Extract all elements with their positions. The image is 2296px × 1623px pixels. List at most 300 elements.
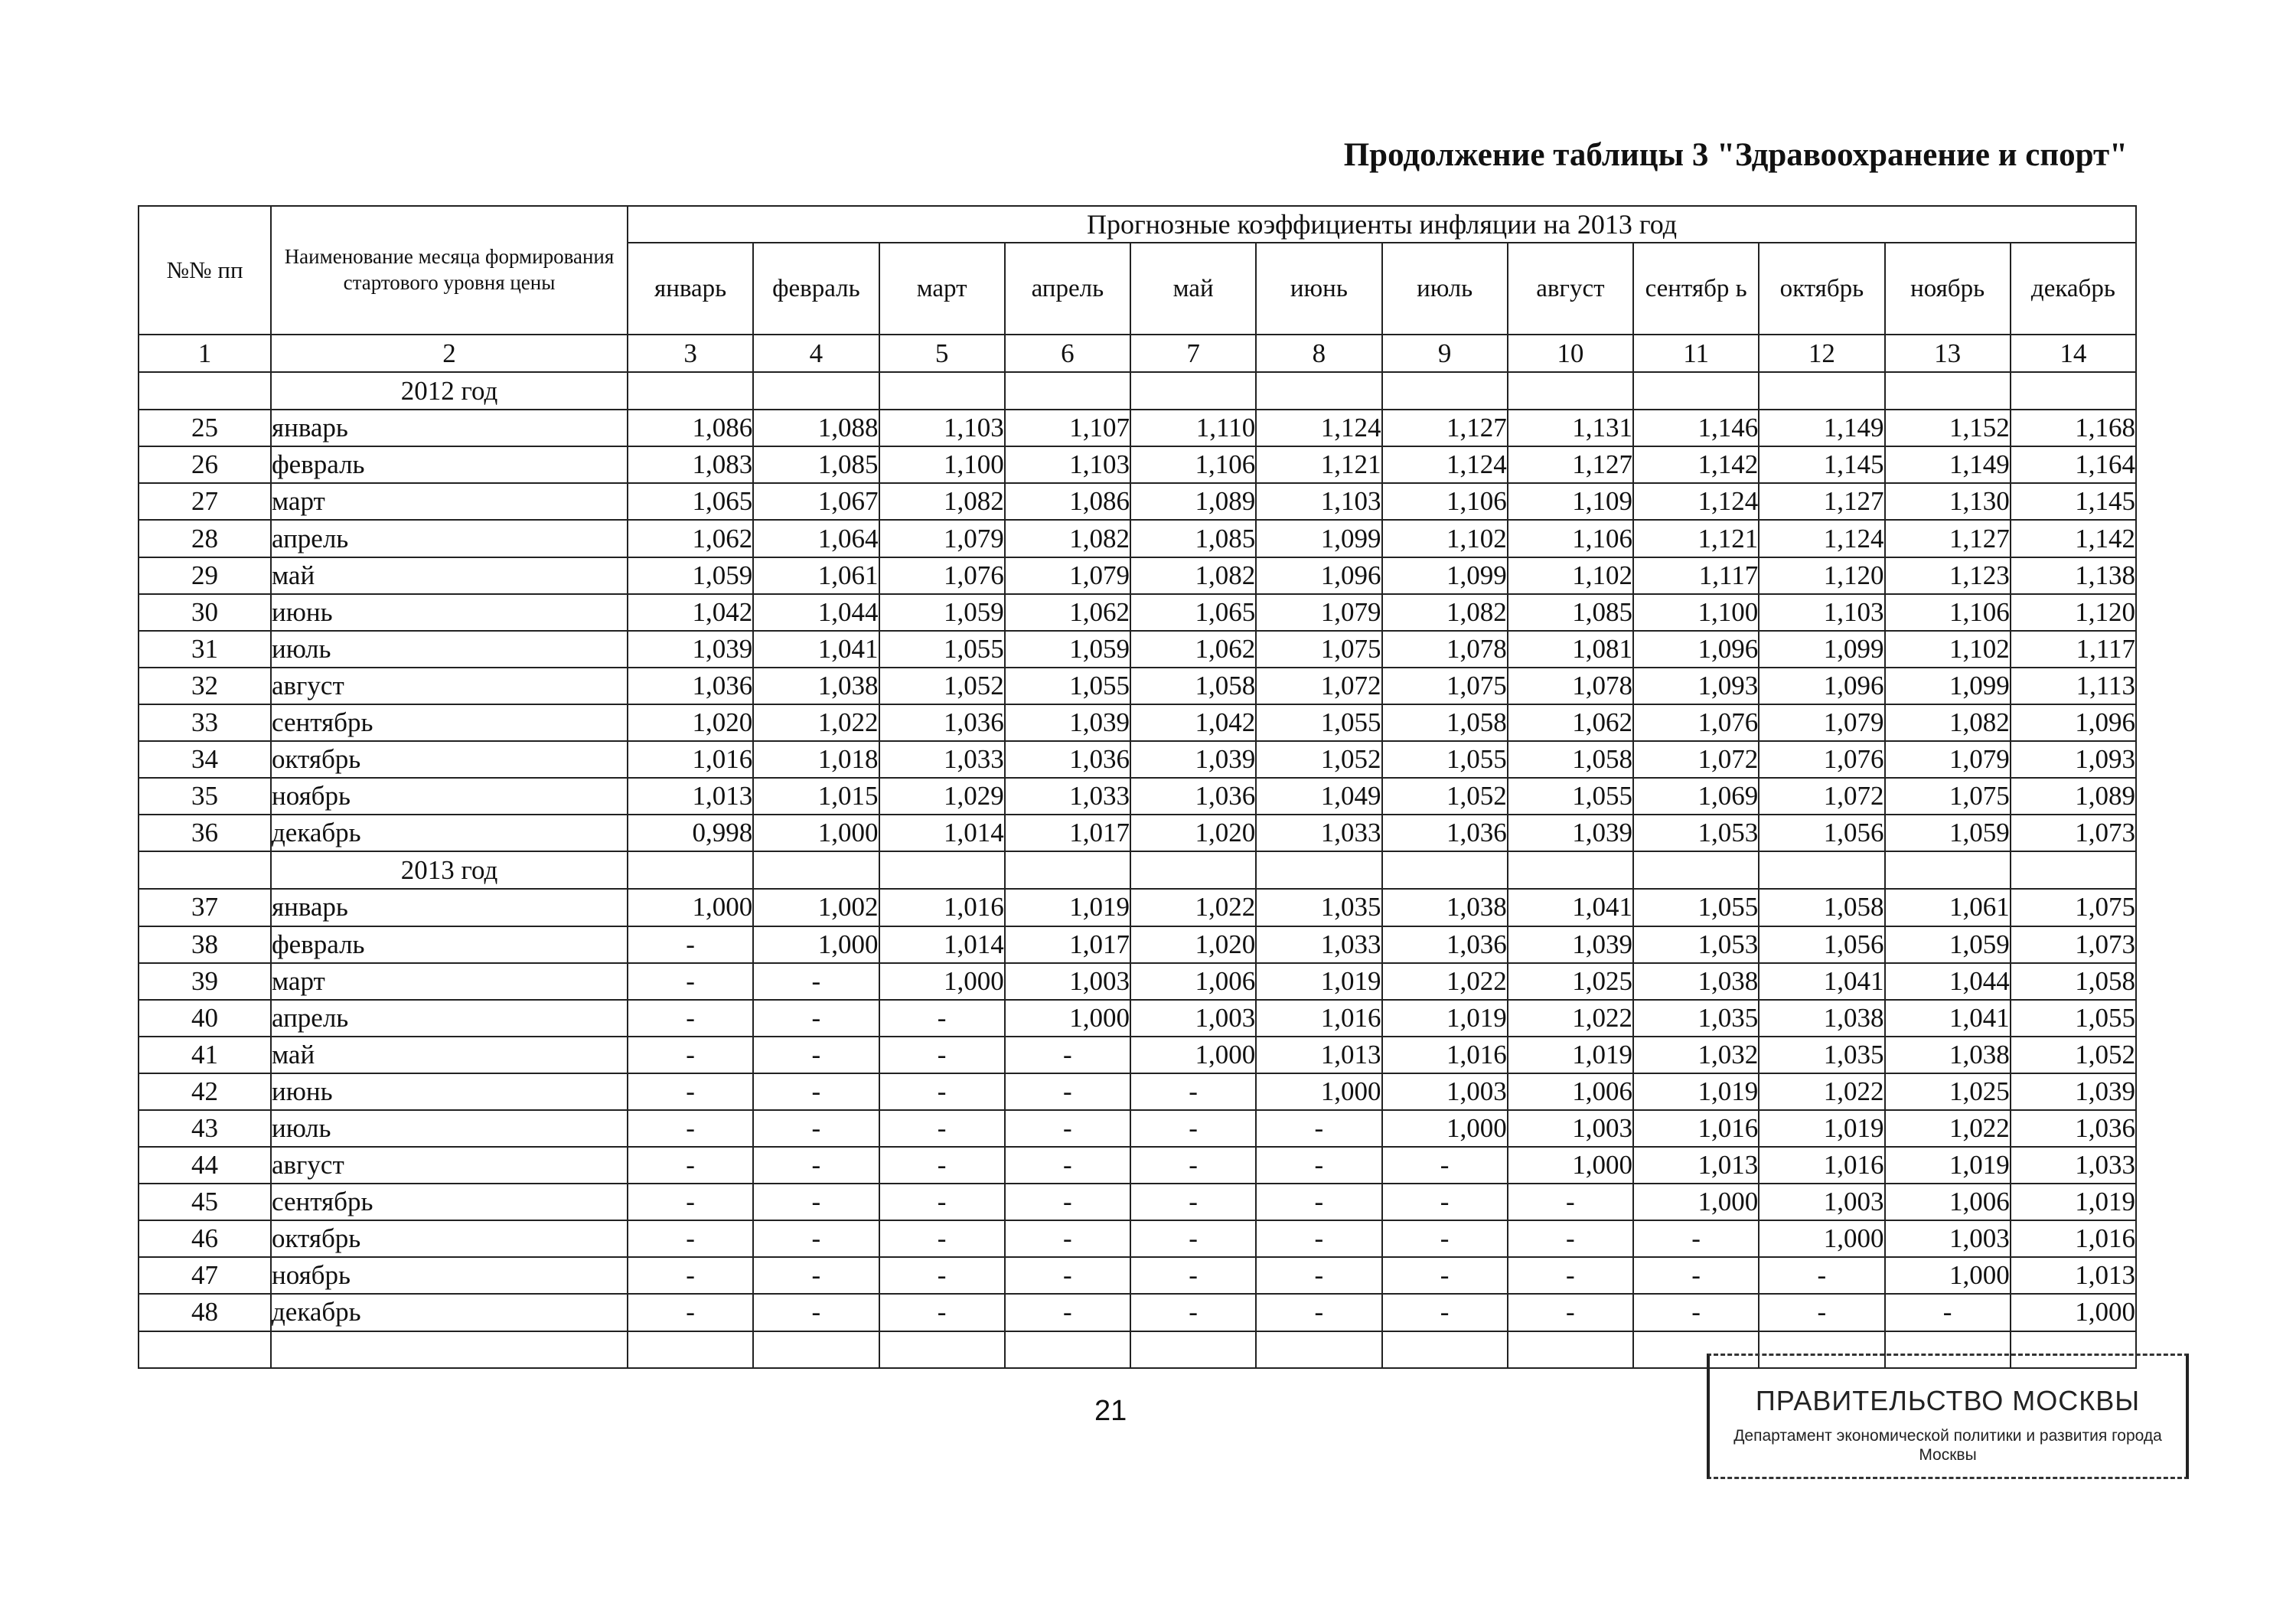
year-empty-cell <box>1130 851 1256 889</box>
coefficient-cell: 1,033 <box>1256 815 1381 851</box>
coefficient-cell: 1,055 <box>1633 889 1759 926</box>
coefficient-cell: 1,124 <box>1382 446 1508 483</box>
coefficient-cell: - <box>753 1184 879 1220</box>
year-section-row <box>139 372 2136 410</box>
row-number: 31 <box>139 631 271 668</box>
column-index-cell: 4 <box>753 335 879 372</box>
coefficient-cell: 1,127 <box>1382 410 1508 446</box>
year-label: 2012 год <box>271 372 628 410</box>
coefficient-cell: - <box>1005 1257 1130 1294</box>
coefficient-cell: 1,075 <box>1885 778 2011 815</box>
coefficient-cell: 1,085 <box>1130 520 1256 557</box>
year-empty-cell <box>1382 372 1508 410</box>
row-number: 27 <box>139 483 271 520</box>
row-number: 44 <box>139 1147 271 1184</box>
coefficient-cell: - <box>628 1294 753 1331</box>
coefficient-cell: 1,069 <box>1633 778 1759 815</box>
year-empty-cell <box>1256 372 1381 410</box>
coefficient-cell: 1,059 <box>1885 815 2011 851</box>
row-number: 35 <box>139 778 271 815</box>
coefficient-cell: 1,000 <box>1005 1000 1130 1037</box>
row-month-name: февраль <box>271 446 628 483</box>
coefficient-cell: 1,000 <box>1256 1073 1381 1110</box>
coefficient-cell: - <box>1005 1294 1130 1331</box>
coefficient-cell: 1,123 <box>1885 557 2011 594</box>
page-number: 21 <box>1094 1395 1127 1427</box>
coefficient-cell: 1,036 <box>2011 1110 2136 1147</box>
coefficient-cell: - <box>628 963 753 1000</box>
coefficient-cell: 1,055 <box>1256 704 1381 741</box>
coefficient-cell: 1,082 <box>879 483 1005 520</box>
coefficient-cell: 1,065 <box>1130 594 1256 631</box>
coefficient-cell: 1,096 <box>1256 557 1381 594</box>
year-empty-cell <box>1005 372 1130 410</box>
coefficient-cell: - <box>1130 1147 1256 1184</box>
coefficient-cell: - <box>1508 1257 1633 1294</box>
coefficient-cell: 1,006 <box>1130 963 1256 1000</box>
coefficient-cell: - <box>753 963 879 1000</box>
table-row <box>139 446 2136 483</box>
coefficient-cell: 1,053 <box>1633 926 1759 963</box>
table-row <box>139 741 2136 778</box>
table-row <box>139 1147 2136 1184</box>
coefficient-cell: 1,149 <box>1885 446 2011 483</box>
coefficient-cell: 1,019 <box>1382 1000 1508 1037</box>
coefficient-cell: 1,016 <box>2011 1220 2136 1257</box>
coefficient-cell: 1,100 <box>1633 594 1759 631</box>
coefficient-cell: 1,149 <box>1759 410 1884 446</box>
coefficient-cell: 1,039 <box>628 631 753 668</box>
coefficient-cell: 1,121 <box>1256 446 1381 483</box>
coefficient-cell: 1,003 <box>1508 1110 1633 1147</box>
coefficient-cell: 1,018 <box>753 741 879 778</box>
coefficient-cell: 1,079 <box>879 520 1005 557</box>
coefficient-cell: 1,022 <box>1508 1000 1633 1037</box>
table-row <box>139 963 2136 1000</box>
empty-cell <box>1005 1331 1130 1368</box>
coefficient-cell: 1,099 <box>1256 520 1381 557</box>
year-empty-cell <box>1382 851 1508 889</box>
coefficient-cell: 1,016 <box>1256 1000 1381 1037</box>
empty-cell <box>1130 1331 1256 1368</box>
header-month: январь <box>628 243 753 335</box>
coefficient-cell: 1,052 <box>1256 741 1381 778</box>
coefficient-cell: 1,032 <box>1633 1037 1759 1073</box>
row-number: 46 <box>139 1220 271 1257</box>
coefficient-cell: 1,055 <box>1005 668 1130 704</box>
coefficient-cell: 1,152 <box>1885 410 2011 446</box>
row-month-name: апрель <box>271 1000 628 1037</box>
coefficient-cell: 1,019 <box>1633 1073 1759 1110</box>
coefficient-cell: 1,145 <box>2011 483 2136 520</box>
table-row <box>139 668 2136 704</box>
row-month-name: март <box>271 963 628 1000</box>
row-number: 41 <box>139 1037 271 1073</box>
year-empty-cell <box>753 851 879 889</box>
coefficient-cell: 1,059 <box>1885 926 2011 963</box>
coefficient-cell: 1,106 <box>1885 594 2011 631</box>
table-row <box>139 1037 2136 1073</box>
coefficient-cell: 1,082 <box>1885 704 2011 741</box>
header-month: март <box>879 243 1005 335</box>
coefficient-cell: 1,099 <box>1885 668 2011 704</box>
header-month: октябрь <box>1759 243 1884 335</box>
coefficient-cell: 1,106 <box>1130 446 1256 483</box>
coefficient-cell: 1,039 <box>1130 741 1256 778</box>
coefficient-cell: 1,076 <box>1759 741 1884 778</box>
column-index-cell: 2 <box>271 335 628 372</box>
coefficient-cell: - <box>753 1037 879 1073</box>
coefficient-cell: - <box>1005 1184 1130 1220</box>
coefficient-cell: - <box>879 1073 1005 1110</box>
coefficient-cell: 1,058 <box>1382 704 1508 741</box>
year-empty-cell <box>1633 372 1759 410</box>
coefficient-cell: 1,103 <box>1256 483 1381 520</box>
stamp-organization: ПРАВИТЕЛЬСТВО МОСКВЫ <box>1755 1385 2141 1416</box>
coefficient-cell: - <box>753 1000 879 1037</box>
coefficient-cell: 1,019 <box>1508 1037 1633 1073</box>
column-index-cell: 5 <box>879 335 1005 372</box>
row-month-name: апрель <box>271 520 628 557</box>
column-index-cell: 11 <box>1633 335 1759 372</box>
row-number: 28 <box>139 520 271 557</box>
coefficient-cell: 1,067 <box>753 483 879 520</box>
coefficient-cell: - <box>1130 1220 1256 1257</box>
coefficient-cell: 1,102 <box>1382 520 1508 557</box>
coefficient-cell: 1,038 <box>753 668 879 704</box>
year-empty-cell <box>879 851 1005 889</box>
coefficient-cell: 1,000 <box>1130 1037 1256 1073</box>
year-empty-cell <box>1885 372 2011 410</box>
coefficient-cell: 1,124 <box>1256 410 1381 446</box>
coefficient-cell: 1,130 <box>1885 483 2011 520</box>
coefficient-cell: 1,022 <box>1885 1110 2011 1147</box>
coefficient-cell: - <box>628 1000 753 1037</box>
coefficient-cell: 1,099 <box>1382 557 1508 594</box>
coefficient-cell: 1,042 <box>1130 704 1256 741</box>
coefficient-cell: 1,017 <box>1005 926 1130 963</box>
coefficient-cell: 1,082 <box>1005 520 1130 557</box>
coefficient-cell: - <box>753 1110 879 1147</box>
row-month-name: сентябрь <box>271 1184 628 1220</box>
header-forecast-group: Прогнозные коэффициенты инфляции на 2013 год <box>628 206 2136 243</box>
coefficient-cell: - <box>1005 1220 1130 1257</box>
coefficient-cell: 1,003 <box>1885 1220 2011 1257</box>
coefficient-cell: 1,013 <box>2011 1257 2136 1294</box>
coefficient-cell: 1,055 <box>879 631 1005 668</box>
coefficient-cell: 1,145 <box>1759 446 1884 483</box>
table-row <box>139 594 2136 631</box>
coefficient-cell: - <box>628 1073 753 1110</box>
coefficient-cell: 1,003 <box>1005 963 1130 1000</box>
coefficient-cell: 1,039 <box>1508 815 1633 851</box>
coefficient-cell: 1,014 <box>879 926 1005 963</box>
coefficient-cell: 1,103 <box>1005 446 1130 483</box>
row-number: 32 <box>139 668 271 704</box>
coefficient-cell: 1,035 <box>1759 1037 1884 1073</box>
coefficient-cell: 1,033 <box>2011 1147 2136 1184</box>
row-number: 37 <box>139 889 271 926</box>
coefficient-cell: 1,093 <box>2011 741 2136 778</box>
coefficient-cell: 1,065 <box>628 483 753 520</box>
year-label: 2013 год <box>271 851 628 889</box>
row-number: 48 <box>139 1294 271 1331</box>
coefficient-cell: - <box>1759 1257 1884 1294</box>
coefficient-cell: - <box>1256 1110 1381 1147</box>
coefficient-cell: - <box>1382 1294 1508 1331</box>
coefficient-cell: - <box>1256 1257 1381 1294</box>
year-empty-cell <box>753 372 879 410</box>
coefficient-cell: 1,035 <box>1256 889 1381 926</box>
row-number: 29 <box>139 557 271 594</box>
table-row <box>139 631 2136 668</box>
table-body <box>139 335 2136 1368</box>
row-month-name: ноябрь <box>271 778 628 815</box>
column-index-cell: 14 <box>2011 335 2136 372</box>
coefficient-cell: 1,000 <box>1633 1184 1759 1220</box>
coefficient-cell: 1,073 <box>2011 926 2136 963</box>
coefficient-cell: 1,096 <box>2011 704 2136 741</box>
row-number: 47 <box>139 1257 271 1294</box>
coefficient-cell: 1,079 <box>1759 704 1884 741</box>
empty-cell <box>1256 1331 1381 1368</box>
coefficient-cell: 1,142 <box>2011 520 2136 557</box>
empty-cell <box>1382 1331 1508 1368</box>
year-empty-cell <box>1508 372 1633 410</box>
coefficient-cell: 1,076 <box>879 557 1005 594</box>
coefficient-cell: 1,107 <box>1005 410 1130 446</box>
coefficient-cell: 1,102 <box>1885 631 2011 668</box>
coefficient-cell: 1,078 <box>1508 668 1633 704</box>
column-index-cell: 6 <box>1005 335 1130 372</box>
coefficient-cell: - <box>1005 1147 1130 1184</box>
coefficient-cell: 1,079 <box>1005 557 1130 594</box>
year-empty-cell <box>1633 851 1759 889</box>
coefficient-cell: - <box>1382 1184 1508 1220</box>
coefficient-cell: 1,019 <box>1885 1147 2011 1184</box>
coefficient-cell: 1,093 <box>1633 668 1759 704</box>
coefficient-cell: 1,079 <box>1256 594 1381 631</box>
coefficient-cell: 1,035 <box>1633 1000 1759 1037</box>
coefficient-cell: 1,000 <box>1759 1220 1884 1257</box>
year-section-row <box>139 851 2136 889</box>
coefficient-cell: 1,082 <box>1130 557 1256 594</box>
coefficient-cell: 1,085 <box>1508 594 1633 631</box>
coefficient-cell: 1,033 <box>879 741 1005 778</box>
coefficient-cell: 1,000 <box>1508 1147 1633 1184</box>
coefficient-cell: - <box>1633 1294 1759 1331</box>
coefficient-cell: 1,016 <box>879 889 1005 926</box>
coefficient-cell: 1,006 <box>1508 1073 1633 1110</box>
coefficient-cell: - <box>879 1000 1005 1037</box>
coefficient-cell: - <box>628 1184 753 1220</box>
coefficient-cell: - <box>879 1147 1005 1184</box>
table-row <box>139 520 2136 557</box>
table-row <box>139 704 2136 741</box>
column-index-cell: 9 <box>1382 335 1508 372</box>
column-index-cell: 3 <box>628 335 753 372</box>
coefficient-cell: 1,036 <box>879 704 1005 741</box>
coefficient-cell: 1,025 <box>1885 1073 2011 1110</box>
column-index-cell: 1 <box>139 335 271 372</box>
coefficient-cell: - <box>1382 1257 1508 1294</box>
coefficient-cell: 1,088 <box>753 410 879 446</box>
row-month-name: январь <box>271 889 628 926</box>
coefficient-cell: 1,025 <box>1508 963 1633 1000</box>
coefficient-cell: 1,142 <box>1633 446 1759 483</box>
coefficient-cell: 1,052 <box>879 668 1005 704</box>
stamp-department: Департамент экономической политики и развития города Москвы <box>1733 1427 2162 1465</box>
coefficient-cell: 1,127 <box>1508 446 1633 483</box>
table-row <box>139 926 2136 963</box>
coefficient-cell: 1,055 <box>2011 1000 2136 1037</box>
coefficient-cell: 1,036 <box>1382 926 1508 963</box>
coefficient-cell: 1,044 <box>1885 963 2011 1000</box>
year-empty-cell <box>628 851 753 889</box>
coefficient-cell: 1,036 <box>628 668 753 704</box>
coefficient-cell: 1,086 <box>1005 483 1130 520</box>
coefficient-cell: 1,003 <box>1382 1073 1508 1110</box>
coefficient-cell: 1,102 <box>1508 557 1633 594</box>
coefficient-cell: 1,052 <box>2011 1037 2136 1073</box>
coefficient-cell: - <box>1130 1073 1256 1110</box>
row-month-name: сентябрь <box>271 704 628 741</box>
coefficient-cell: 1,079 <box>1885 741 2011 778</box>
coefficient-cell: 1,064 <box>753 520 879 557</box>
coefficient-cell: - <box>753 1257 879 1294</box>
coefficient-cell: 1,075 <box>1382 668 1508 704</box>
coefficient-cell: 1,038 <box>1885 1037 2011 1073</box>
row-month-name: март <box>271 483 628 520</box>
row-number: 26 <box>139 446 271 483</box>
row-month-name: декабрь <box>271 815 628 851</box>
coefficient-cell: - <box>1005 1110 1130 1147</box>
coefficient-cell: 1,120 <box>1759 557 1884 594</box>
coefficient-cell: 1,100 <box>879 446 1005 483</box>
header-month: май <box>1130 243 1256 335</box>
table-row <box>139 1294 2136 1331</box>
coefficient-cell: 1,036 <box>1005 741 1130 778</box>
coefficient-cell: 1,072 <box>1256 668 1381 704</box>
coefficient-cell: 1,020 <box>628 704 753 741</box>
table-row <box>139 1073 2136 1110</box>
empty-cell <box>753 1331 879 1368</box>
coefficient-cell: - <box>879 1110 1005 1147</box>
table-row <box>139 1184 2136 1220</box>
coefficient-cell: 1,036 <box>1382 815 1508 851</box>
row-month-name: октябрь <box>271 741 628 778</box>
coefficient-cell: 1,099 <box>1759 631 1884 668</box>
coefficient-cell: 1,033 <box>1256 926 1381 963</box>
coefficient-cell: 1,039 <box>1508 926 1633 963</box>
row-month-name: июль <box>271 631 628 668</box>
row-month-name: февраль <box>271 926 628 963</box>
coefficient-cell: 1,058 <box>2011 963 2136 1000</box>
coefficient-cell: 1,109 <box>1508 483 1633 520</box>
coefficient-cell: 1,082 <box>1382 594 1508 631</box>
year-empty-cell <box>2011 372 2136 410</box>
coefficient-cell: - <box>1759 1294 1884 1331</box>
coefficient-cell: 1,000 <box>879 963 1005 1000</box>
row-number: 39 <box>139 963 271 1000</box>
coefficient-cell: 1,062 <box>1005 594 1130 631</box>
row-number: 34 <box>139 741 271 778</box>
coefficient-cell: 1,168 <box>2011 410 2136 446</box>
coefficient-cell: - <box>1130 1294 1256 1331</box>
coefficient-cell: - <box>628 926 753 963</box>
coefficient-cell: - <box>1256 1294 1381 1331</box>
coefficient-cell: 1,029 <box>879 778 1005 815</box>
coefficient-cell: 1,019 <box>1005 889 1130 926</box>
coefficient-cell: 1,058 <box>1130 668 1256 704</box>
coefficient-cell: - <box>1256 1184 1381 1220</box>
table-row <box>139 1257 2136 1294</box>
row-month-name: август <box>271 668 628 704</box>
coefficient-cell: - <box>1633 1257 1759 1294</box>
coefficient-cell: 1,039 <box>2011 1073 2136 1110</box>
coefficient-cell: 1,041 <box>1759 963 1884 1000</box>
column-index-cell: 12 <box>1759 335 1884 372</box>
coefficient-cell: 1,081 <box>1508 631 1633 668</box>
header-month: август <box>1508 243 1633 335</box>
coefficient-cell: 1,073 <box>2011 815 2136 851</box>
column-index-cell: 8 <box>1256 335 1381 372</box>
header-month: ноябрь <box>1885 243 2011 335</box>
coefficient-cell: 1,014 <box>879 815 1005 851</box>
header-month: февраль <box>753 243 879 335</box>
coefficient-cell: 1,049 <box>1256 778 1381 815</box>
coefficient-cell: 1,000 <box>1382 1110 1508 1147</box>
coefficient-cell: 1,061 <box>753 557 879 594</box>
coefficient-cell: 1,056 <box>1759 815 1884 851</box>
empty-cell <box>879 1331 1005 1368</box>
coefficient-cell: 1,003 <box>1130 1000 1256 1037</box>
coefficient-cell: 1,138 <box>2011 557 2136 594</box>
table-row <box>139 1000 2136 1037</box>
column-index-cell: 7 <box>1130 335 1256 372</box>
year-empty-cell <box>1130 372 1256 410</box>
coefficient-cell: 1,083 <box>628 446 753 483</box>
column-index-row <box>139 335 2136 372</box>
row-number: 36 <box>139 815 271 851</box>
coefficient-cell: 1,127 <box>1885 520 2011 557</box>
inflation-coefficient-table <box>138 205 2137 1369</box>
coefficient-cell: - <box>753 1073 879 1110</box>
coefficient-cell: - <box>628 1147 753 1184</box>
coefficient-cell: 1,096 <box>1633 631 1759 668</box>
row-month-name: май <box>271 1037 628 1073</box>
table-row <box>139 557 2136 594</box>
row-month-name: декабрь <box>271 1294 628 1331</box>
coefficient-cell: - <box>879 1294 1005 1331</box>
table-row <box>139 889 2136 926</box>
coefficient-cell: 1,033 <box>1005 778 1130 815</box>
row-month-name: июнь <box>271 1073 628 1110</box>
coefficient-cell: 1,058 <box>1759 889 1884 926</box>
coefficient-cell: 1,013 <box>628 778 753 815</box>
table-row <box>139 1220 2136 1257</box>
coefficient-cell: 1,000 <box>753 815 879 851</box>
coefficient-cell: 1,019 <box>1256 963 1381 1000</box>
row-number: 45 <box>139 1184 271 1220</box>
coefficient-cell: 1,055 <box>1382 741 1508 778</box>
coefficient-cell: 1,022 <box>1130 889 1256 926</box>
coefficient-cell: 1,016 <box>1633 1110 1759 1147</box>
year-empty-cell <box>1759 851 1884 889</box>
header-month: декабрь <box>2011 243 2136 335</box>
year-empty-cell <box>1759 372 1884 410</box>
table-row <box>139 778 2136 815</box>
